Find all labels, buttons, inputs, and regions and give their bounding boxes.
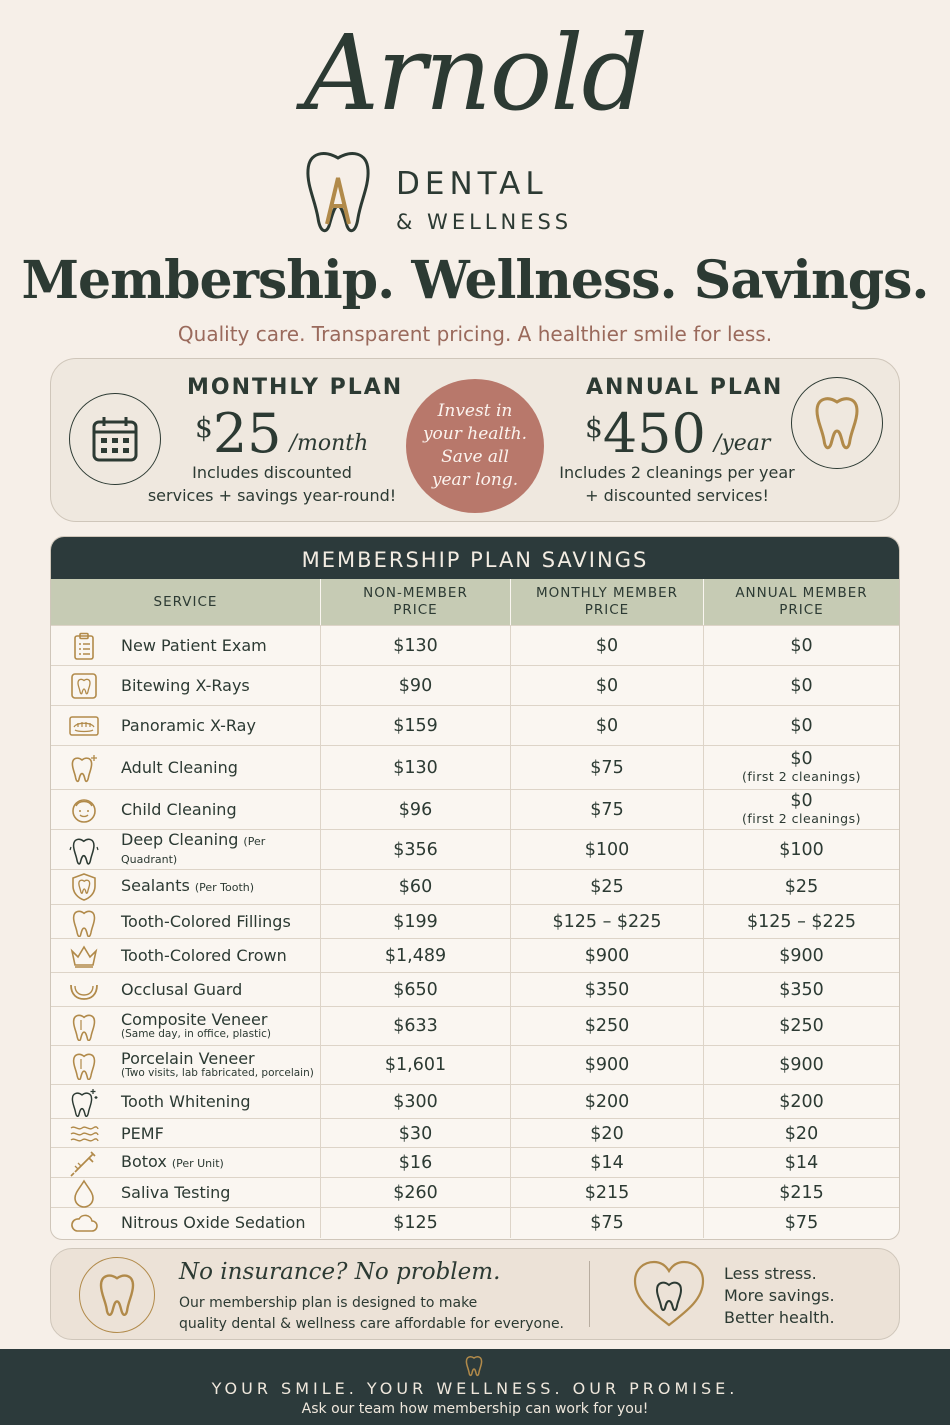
service-label-group	[121, 715, 256, 735]
service-name-line	[121, 829, 320, 868]
service-cell	[51, 746, 321, 789]
service-cell	[51, 973, 321, 1006]
non-member-price: $130	[321, 626, 511, 665]
invest-badge	[406, 379, 544, 513]
service-cell	[51, 939, 321, 972]
service-cell	[51, 1046, 321, 1084]
benefits-list	[724, 1263, 835, 1329]
service-name: Botox	[121, 1152, 167, 1171]
monthly-currency: $	[195, 411, 213, 444]
service-name-line	[121, 911, 291, 931]
service-subnote: (Two visits, lab fabricated, porcelain)	[121, 1067, 314, 1079]
service-label-group	[121, 1126, 164, 1142]
monthly-member-price: $25	[511, 870, 704, 904]
tooth-logo-icon	[303, 148, 373, 238]
non-member-price: $96	[321, 790, 511, 829]
table-row	[51, 829, 899, 869]
service-label-group	[121, 1215, 305, 1231]
table-row	[51, 789, 899, 829]
annual-member-cell: $25	[784, 877, 819, 897]
service-name: PEMF	[121, 1124, 164, 1143]
service-label-group	[121, 1012, 271, 1040]
service-label-group	[121, 675, 250, 695]
monthly-amount: 25	[212, 402, 282, 465]
service-name: Tooth-Colored Fillings	[121, 911, 291, 931]
service-name-line	[121, 715, 256, 735]
table-row	[51, 625, 899, 665]
service-subnote: (Same day, in office, plastic)	[121, 1028, 271, 1040]
non-member-price: $159	[321, 706, 511, 745]
table-row	[51, 1177, 899, 1207]
table-row	[51, 1207, 899, 1236]
monthly-period: /month	[289, 431, 369, 456]
service-name-line	[121, 1051, 314, 1067]
mouth-guard-icon	[69, 975, 99, 1005]
service-name-line	[121, 757, 238, 777]
monthly-member-price: $14	[511, 1148, 704, 1178]
annual-member-price: $0	[790, 790, 813, 811]
non-member-price: $650	[321, 973, 511, 1006]
monthly-member-price: $900	[511, 1046, 704, 1084]
waves-icon	[69, 1119, 99, 1149]
non-member-price: $356	[321, 830, 511, 869]
shield-tooth-icon	[69, 872, 99, 902]
monthly-member-price: $20	[511, 1119, 704, 1149]
service-name: Deep Cleaning	[121, 829, 239, 849]
child-face-icon	[69, 795, 99, 825]
annual-desc-line1: Includes 2 cleanings per year	[559, 463, 795, 482]
clipboard-icon	[69, 631, 99, 661]
non-member-price: $300	[321, 1085, 511, 1118]
droplet-icon	[69, 1178, 99, 1208]
table-row	[51, 904, 899, 938]
table-header-row	[51, 579, 899, 625]
service-name-line	[121, 1091, 251, 1111]
non-member-price: $260	[321, 1178, 511, 1208]
service-unit-note: (Per Unit)	[171, 1157, 224, 1170]
benefit-better-health: Better health.	[724, 1308, 835, 1327]
invest-line3: Save all	[441, 447, 509, 467]
no-insurance-title: No insurance? No problem.	[179, 1259, 501, 1285]
annual-member-cell: $125 – $225	[747, 911, 856, 932]
no-insurance-panel	[50, 1248, 900, 1340]
service-name: Child Cleaning	[121, 799, 237, 819]
vertical-divider	[589, 1261, 590, 1327]
service-name-line	[121, 878, 254, 896]
service-label-group	[121, 1185, 230, 1201]
monthly-desc-line2: services + savings year-round!	[147, 486, 397, 505]
no-insurance-description	[179, 1293, 564, 1335]
service-label-group	[121, 1091, 251, 1111]
table-row	[51, 1084, 899, 1118]
monthly-desc-line1: Includes discounted	[192, 463, 352, 482]
heart-tooth-icon	[631, 1259, 707, 1331]
tooth-icon	[69, 907, 99, 937]
service-name: Tooth Whitening	[121, 1091, 251, 1111]
table-row	[51, 972, 899, 1006]
service-name: Porcelain Veneer	[121, 1049, 255, 1068]
service-cell	[51, 905, 321, 938]
tooth-icon	[791, 377, 883, 469]
annual-plan-description	[551, 461, 803, 507]
non-member-price: $90	[321, 666, 511, 705]
cloud-icon	[69, 1208, 99, 1238]
monthly-member-price: $125 – $225	[511, 905, 704, 938]
annual-plan-price	[585, 402, 771, 465]
annual-member-cell: $200	[779, 1091, 824, 1112]
non-member-price: $16	[321, 1148, 511, 1178]
tooth-badge-icon	[79, 1257, 155, 1333]
monthly-member-price: $75	[511, 746, 704, 789]
monthly-member-price: $900	[511, 939, 704, 972]
monthly-member-price: $215	[511, 1178, 704, 1208]
service-name: Bitewing X-Rays	[121, 675, 250, 695]
header-service: SERVICE	[51, 579, 321, 625]
non-member-price: $30	[321, 1119, 511, 1149]
annual-member-cell: $0	[790, 635, 813, 656]
invest-line1: Invest in	[437, 401, 513, 421]
annual-price-note: (first 2 cleanings)	[741, 810, 862, 826]
annual-member-cell: $0	[790, 675, 813, 696]
brand-wellness: & WELLNESS	[396, 210, 573, 234]
service-unit-note: (Per Tooth)	[194, 881, 255, 894]
annual-member-cell: $75	[784, 1213, 819, 1233]
annual-member-cell: $350	[779, 979, 824, 1000]
non-member-price: $130	[321, 746, 511, 789]
service-name-line	[121, 635, 267, 655]
service-name-line	[121, 1185, 230, 1201]
non-member-price: $125	[321, 1208, 511, 1238]
annual-member-cell: $215	[779, 1183, 824, 1203]
header-monthly-member: MONTHLY MEMBER PRICE	[511, 579, 704, 625]
table-row	[51, 1118, 899, 1147]
service-name: New Patient Exam	[121, 635, 267, 655]
service-cell	[51, 830, 321, 869]
annual-plan-title: ANNUAL PLAN	[586, 375, 784, 400]
service-label-group	[121, 878, 254, 896]
service-cell	[51, 706, 321, 745]
table-row	[51, 938, 899, 972]
service-name-line	[121, 1215, 305, 1231]
non-member-price: $633	[321, 1007, 511, 1045]
header-non-member: NON-MEMBER PRICE	[321, 579, 511, 625]
table-row	[51, 665, 899, 705]
service-name: Panoramic X-Ray	[121, 715, 256, 735]
service-label-group	[121, 1154, 224, 1172]
annual-member-cell: $100	[779, 839, 824, 860]
monthly-member-price: $75	[511, 1208, 704, 1238]
annual-member-cell	[704, 746, 899, 789]
service-unit-note: (Per Quadrant)	[121, 834, 266, 866]
annual-member-cell: $900	[779, 1055, 824, 1075]
monthly-member-price: $0	[511, 706, 704, 745]
header-annual-member: ANNUAL MEMBER PRICE	[735, 585, 868, 618]
annual-amount: 450	[602, 402, 706, 465]
footer-promise: YOUR SMILE. YOUR WELLNESS. OUR PROMISE.	[211, 1379, 739, 1398]
monthly-member-price: $350	[511, 973, 704, 1006]
syringe-icon	[69, 1148, 99, 1178]
service-name-line	[121, 1012, 271, 1028]
service-cell	[51, 1208, 321, 1238]
monthly-member-price: $0	[511, 666, 704, 705]
veneer-tooth-icon	[69, 1050, 99, 1080]
benefit-more-savings: More savings.	[724, 1286, 835, 1305]
service-cell	[51, 1178, 321, 1208]
service-label-group	[121, 945, 287, 965]
service-name: Adult Cleaning	[121, 757, 238, 777]
savings-table	[50, 536, 900, 1240]
annual-member-cell: $250	[779, 1016, 824, 1036]
no-insurance-line1: Our membership plan is designed to make	[179, 1295, 478, 1311]
annual-currency: $	[585, 411, 603, 444]
panoramic-xray-icon	[69, 711, 99, 741]
non-member-price: $1,489	[321, 939, 511, 972]
service-label-group	[121, 757, 238, 777]
monthly-plan-title: MONTHLY PLAN	[187, 375, 404, 400]
non-member-price: $60	[321, 870, 511, 904]
monthly-member-price: $200	[511, 1085, 704, 1118]
table-row	[51, 705, 899, 745]
service-name: Tooth-Colored Crown	[121, 945, 287, 965]
monthly-member-price: $0	[511, 626, 704, 665]
table-row	[51, 1045, 899, 1084]
no-insurance-line2: quality dental & wellness care affordable for everyone.	[179, 1316, 565, 1332]
service-label-group	[121, 979, 243, 999]
table-body	[51, 625, 899, 1236]
page-subheadline: Quality care. Transparent pricing. A healthier smile for less.	[177, 322, 773, 346]
service-name-line	[121, 945, 287, 965]
annual-member-cell: $900	[779, 945, 824, 966]
service-name-line	[121, 979, 243, 999]
service-cell	[51, 1007, 321, 1045]
service-name-line	[121, 1126, 164, 1142]
service-cell	[51, 626, 321, 665]
service-cell	[51, 666, 321, 705]
monthly-member-price: $250	[511, 1007, 704, 1045]
monthly-plan-description	[147, 461, 397, 507]
footer-ask: Ask our team how membership can work for you!	[301, 1401, 649, 1417]
sparkle-tooth-icon	[69, 753, 99, 783]
whitening-tooth-icon	[69, 1087, 99, 1117]
benefit-less-stress: Less stress.	[724, 1264, 817, 1283]
service-name-line	[121, 799, 237, 819]
service-cell	[51, 1119, 321, 1149]
service-label-group	[121, 911, 291, 931]
non-member-price: $1,601	[321, 1046, 511, 1084]
service-label-group	[121, 1051, 314, 1079]
annual-price-note: (first 2 cleanings)	[741, 768, 862, 784]
annual-member-cell: $20	[784, 1124, 819, 1144]
crown-icon	[69, 941, 99, 971]
non-member-price: $199	[321, 905, 511, 938]
brand-script-name: Arnold	[303, 12, 647, 134]
annual-member-price: $0	[790, 748, 813, 769]
service-name: Nitrous Oxide Sedation	[121, 1213, 306, 1232]
footer-tooth-icon	[463, 1355, 485, 1377]
annual-desc-line2: + discounted services!	[585, 486, 769, 505]
service-name: Saliva Testing	[121, 1183, 231, 1202]
monthly-member-price: $100	[511, 830, 704, 869]
page-headline: Membership. Wellness. Savings.	[21, 250, 929, 311]
service-name: Sealants	[121, 876, 190, 895]
monthly-plan-price	[195, 402, 369, 465]
service-cell	[51, 1148, 321, 1178]
brand-dental: DENTAL	[396, 166, 548, 202]
invest-line2: your health.	[422, 424, 528, 444]
service-name: Composite Veneer	[121, 1010, 268, 1029]
service-cell	[51, 870, 321, 904]
plans-panel	[50, 358, 900, 522]
service-label-group	[121, 799, 237, 819]
service-name: Occlusal Guard	[121, 979, 243, 999]
table-row	[51, 869, 899, 904]
deep-clean-tooth-icon	[69, 835, 99, 865]
annual-member-cell	[704, 790, 899, 829]
service-name-line	[121, 675, 250, 695]
annual-member-cell: $14	[784, 1153, 819, 1173]
table-title: MEMBERSHIP PLAN SAVINGS	[51, 537, 899, 579]
annual-period: /year	[713, 431, 771, 456]
invest-line4: year long.	[431, 470, 519, 490]
footer-banner	[0, 1349, 950, 1425]
veneer-tooth-icon	[69, 1011, 99, 1041]
table-row	[51, 1147, 899, 1177]
service-cell	[51, 790, 321, 829]
service-name-line	[121, 1154, 224, 1172]
annual-member-cell: $0	[790, 715, 813, 736]
monthly-member-price: $75	[511, 790, 704, 829]
table-row	[51, 1006, 899, 1045]
service-label-group	[121, 635, 267, 655]
service-label-group	[121, 829, 320, 868]
table-row	[51, 745, 899, 789]
xray-tooth-icon	[69, 671, 99, 701]
service-cell	[51, 1085, 321, 1118]
